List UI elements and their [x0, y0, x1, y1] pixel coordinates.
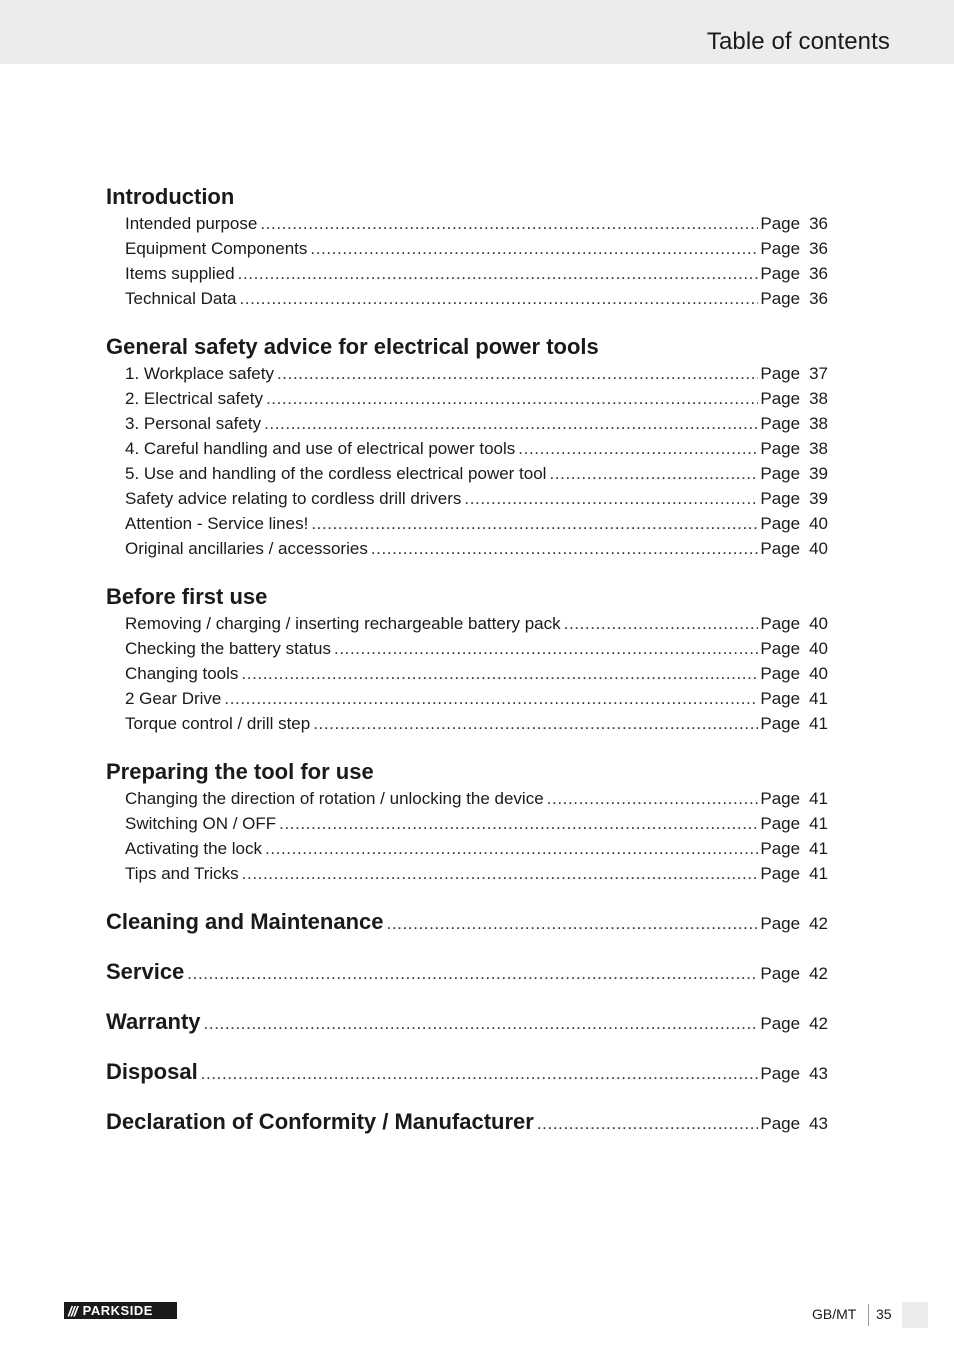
page-label: Page	[760, 514, 801, 533]
toc-entry[interactable]	[106, 361, 828, 386]
toc-entry[interactable]	[106, 711, 828, 736]
toc-section-preparing	[106, 758, 828, 886]
page-number: 42	[809, 1014, 828, 1033]
entry-label: Removing / charging / inserting rechargeable battery pack	[125, 614, 561, 633]
leader-dots	[387, 910, 759, 938]
toc-entry-declaration[interactable]	[106, 1108, 828, 1158]
section-heading: Service	[106, 959, 185, 984]
logo-text: PARKSIDE	[82, 1303, 153, 1318]
page-label: Page	[760, 1064, 801, 1083]
page-number: 38	[809, 389, 828, 408]
toc-entry-cleaning[interactable]	[106, 908, 828, 958]
section-heading: General safety advice for electrical power tools	[106, 334, 599, 359]
table-of-contents	[106, 183, 828, 1158]
page-number: 41	[809, 714, 828, 733]
page-number: 40	[809, 539, 828, 558]
entry-label: 4. Careful handling and use of electrical power tools	[125, 439, 516, 458]
page-label: Page	[760, 614, 801, 633]
page-label: Page	[760, 789, 801, 808]
toc-entry[interactable]	[106, 411, 828, 436]
leader-dots	[334, 636, 758, 661]
toc-entry-disposal[interactable]	[106, 1058, 828, 1108]
toc-section-before-first-use	[106, 583, 828, 736]
page-label: Page	[760, 689, 801, 708]
leader-dots	[277, 361, 758, 386]
page-number: 36	[809, 264, 828, 283]
entry-label: 5. Use and handling of the cordless electrical power tool	[125, 464, 547, 483]
leader-dots	[187, 960, 758, 988]
page-number: 41	[809, 789, 828, 808]
page-number: 39	[809, 464, 828, 483]
page-number: 42	[809, 914, 828, 933]
leader-dots	[241, 661, 758, 686]
page-label: Page	[760, 839, 801, 858]
leader-dots	[224, 686, 758, 711]
page-number: 41	[809, 864, 828, 883]
entry-label: 2 Gear Drive	[125, 689, 222, 708]
page-label: Page	[760, 664, 801, 683]
leader-dots	[204, 1010, 759, 1038]
page-label: Page	[760, 864, 801, 883]
leader-dots	[260, 211, 758, 236]
page-label: Page	[760, 264, 801, 283]
leader-dots	[265, 836, 758, 861]
leader-dots	[547, 786, 759, 811]
toc-entry[interactable]	[106, 436, 828, 461]
toc-entry-service[interactable]	[106, 958, 828, 1008]
page-label: Page	[760, 289, 801, 308]
toc-entry[interactable]	[106, 261, 828, 286]
page-label: Page	[760, 389, 801, 408]
toc-entry[interactable]	[106, 636, 828, 661]
page-number: 36	[809, 289, 828, 308]
toc-section-safety	[106, 333, 828, 561]
leader-dots	[371, 536, 759, 561]
entry-label: Safety advice relating to cordless drill drivers	[125, 489, 462, 508]
page-number: 37	[809, 364, 828, 383]
page-label: Page	[760, 239, 801, 258]
leader-dots	[564, 611, 759, 636]
entry-label: 1. Workplace safety	[125, 364, 274, 383]
page-number: 40	[809, 514, 828, 533]
page-number: 40	[809, 614, 828, 633]
toc-entry[interactable]	[106, 511, 828, 536]
page-label: Page	[760, 1114, 801, 1133]
footer-divider	[868, 1304, 869, 1326]
page-number: 41	[809, 839, 828, 858]
page-number: 42	[809, 964, 828, 983]
page-label: Page	[760, 639, 801, 658]
page-label: Page	[760, 414, 801, 433]
page-label: Page	[760, 539, 801, 558]
leader-dots	[201, 1060, 759, 1088]
toc-entry[interactable]	[106, 811, 828, 836]
toc-entry[interactable]	[106, 611, 828, 636]
leader-dots	[518, 436, 758, 461]
toc-entry[interactable]	[106, 686, 828, 711]
entry-label: Activating the lock	[125, 839, 263, 858]
leader-dots	[311, 511, 758, 536]
page-number: 36	[809, 214, 828, 233]
toc-entry[interactable]	[106, 786, 828, 811]
page-label: Page	[760, 439, 801, 458]
footer-tab-box	[902, 1302, 928, 1328]
leader-dots	[310, 236, 758, 261]
page-label: Page	[760, 714, 801, 733]
leader-dots	[266, 386, 758, 411]
entry-label: Equipment Components	[125, 239, 308, 258]
page-label: Page	[760, 364, 801, 383]
entry-label: Changing the direction of rotation / unlocking the device	[125, 789, 544, 808]
page-label: Page	[760, 964, 801, 983]
entry-label: Intended purpose	[125, 214, 258, 233]
section-heading: Warranty	[106, 1009, 201, 1034]
page-label: Page	[760, 489, 801, 508]
entry-label: 3. Personal safety	[125, 414, 262, 433]
leader-dots	[240, 286, 759, 311]
toc-entry[interactable]	[106, 486, 828, 511]
entry-label: Items supplied	[125, 264, 235, 283]
page-label: Page	[760, 464, 801, 483]
entry-label: Attention - Service lines!	[125, 514, 309, 533]
toc-entry[interactable]	[106, 461, 828, 486]
entry-label: Technical Data	[125, 289, 237, 308]
section-heading: Preparing the tool for use	[106, 759, 374, 784]
leader-dots	[242, 861, 759, 886]
toc-entry[interactable]	[106, 536, 828, 561]
entry-label: Checking the battery status	[125, 639, 332, 658]
entry-label: 2. Electrical safety	[125, 389, 263, 408]
page-number: 39	[809, 489, 828, 508]
page-label: Page	[760, 214, 801, 233]
page-number: 38	[809, 414, 828, 433]
leader-dots	[264, 411, 758, 436]
toc-entry[interactable]	[106, 211, 828, 236]
leader-dots	[537, 1110, 759, 1138]
page-label: Page	[760, 914, 801, 933]
toc-entry[interactable]	[106, 661, 828, 686]
page-title: Table of contents	[706, 28, 890, 55]
page-number: 43	[809, 1114, 828, 1133]
page-number: 40	[809, 664, 828, 683]
page-number: 40	[809, 639, 828, 658]
section-heading: Introduction	[106, 184, 235, 209]
entry-label: Torque control / drill step	[125, 714, 311, 733]
section-heading: Before first use	[106, 584, 268, 609]
language-code: GB/MT	[812, 1306, 857, 1322]
logo-slashes: ///	[68, 1302, 77, 1319]
toc-section-introduction	[106, 183, 828, 311]
page-label: Page	[760, 1014, 801, 1033]
leader-dots	[238, 261, 759, 286]
page-number-footer: 35	[876, 1306, 892, 1322]
page-label: Page	[760, 814, 801, 833]
leader-dots	[549, 461, 758, 486]
entry-label: Original ancillaries / accessories	[125, 539, 368, 558]
toc-entry[interactable]	[106, 236, 828, 261]
entry-label: Changing tools	[125, 664, 239, 683]
toc-entry[interactable]	[106, 386, 828, 411]
section-heading: Disposal	[106, 1059, 198, 1084]
page-number: 41	[809, 689, 828, 708]
leader-dots	[313, 711, 758, 736]
section-heading: Declaration of Conformity / Manufacturer	[106, 1109, 534, 1134]
parkside-logo	[64, 1302, 177, 1319]
toc-entry-warranty[interactable]	[106, 1008, 828, 1058]
page-number: 43	[809, 1064, 828, 1083]
leader-dots	[279, 811, 758, 836]
toc-entry[interactable]	[106, 861, 828, 886]
toc-entry[interactable]	[106, 836, 828, 861]
toc-entry[interactable]	[106, 286, 828, 311]
entry-label: Switching ON / OFF	[125, 814, 277, 833]
page-number: 38	[809, 439, 828, 458]
leader-dots	[464, 486, 758, 511]
entry-label: Tips and Tricks	[125, 864, 239, 883]
page-number: 36	[809, 239, 828, 258]
section-heading: Cleaning and Maintenance	[106, 909, 384, 934]
page-number: 41	[809, 814, 828, 833]
